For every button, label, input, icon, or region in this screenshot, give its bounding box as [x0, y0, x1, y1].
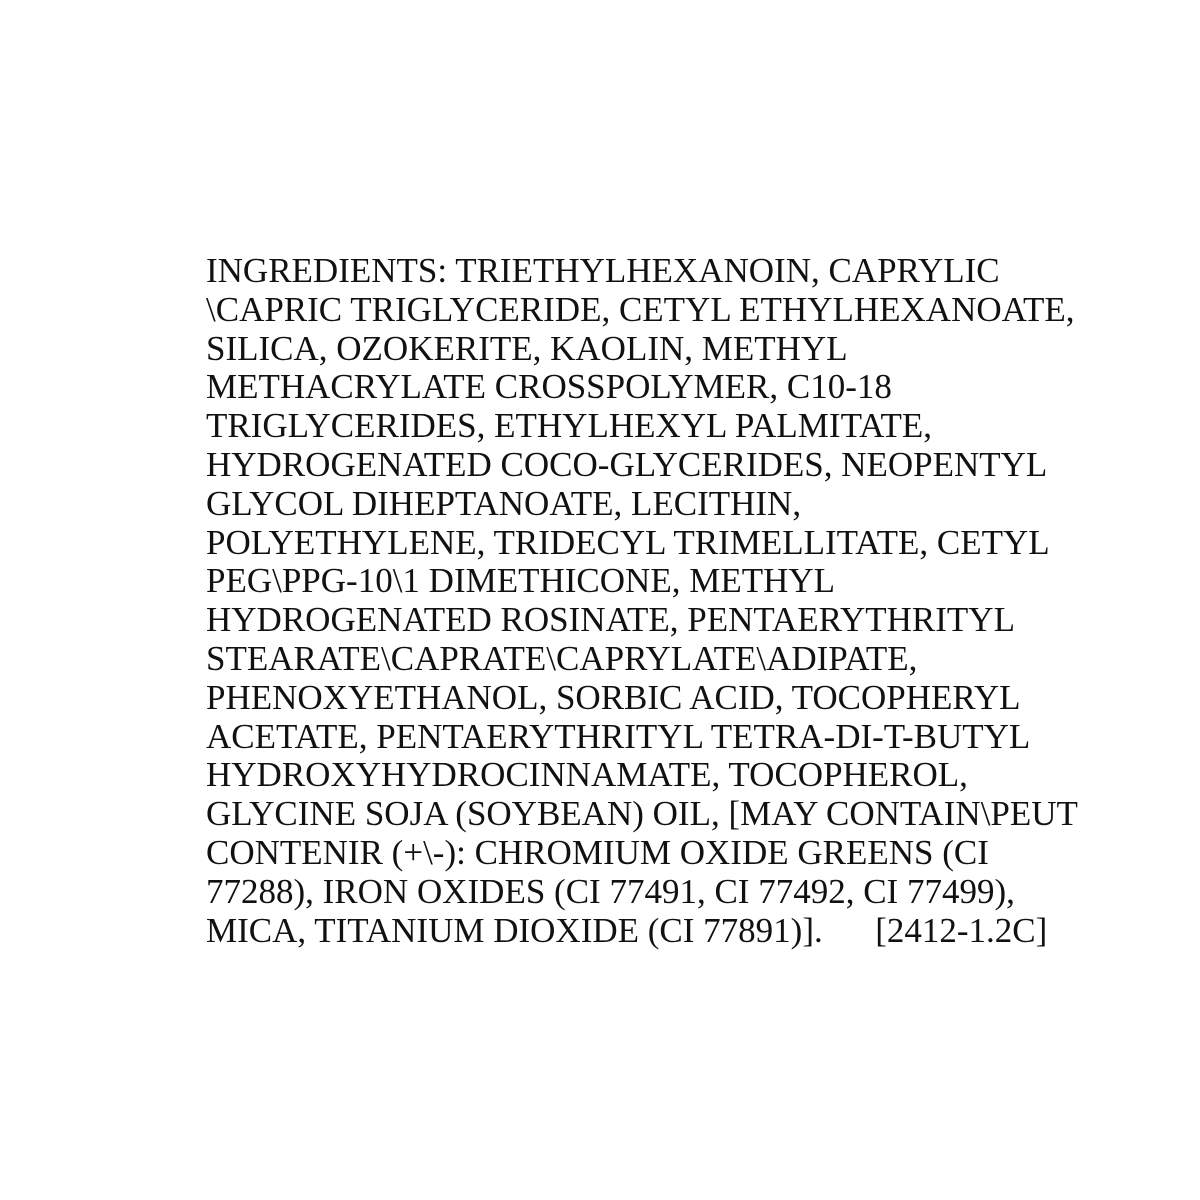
ingredients-line: \CAPRIC TRIGLYCERIDE, CETYL ETHYLHEXANOATE,: [206, 289, 1075, 329]
ingredients-line: CONTENIR (+\-): CHROMIUM OXIDE GREENS (CI: [206, 832, 989, 872]
ingredients-line: HYDROGENATED COCO-GLYCERIDES, NEOPENTYL: [206, 444, 1048, 484]
ingredients-line: STEARATE\CAPRATE\CAPRYLATE\ADIPATE,: [206, 638, 918, 678]
ingredients-line: 77288), IRON OXIDES (CI 77491, CI 77492, CI 77499),: [206, 871, 1015, 911]
ingredients-text-block: [206, 252, 1106, 950]
ingredients-line: INGREDIENTS: TRIETHYLHEXANOIN, CAPRYLIC: [206, 251, 1000, 290]
ingredients-line: TRIGLYCERIDES, ETHYLHEXYL PALMITATE,: [206, 406, 933, 446]
ingredients-line: SILICA, OZOKERITE, KAOLIN, METHYL: [206, 328, 848, 368]
ingredients-line: GLYCINE SOJA (SOYBEAN) OIL, [MAY CONTAIN\PEUT: [206, 794, 1078, 834]
ingredients-line: PHENOXYETHANOL, SORBIC ACID, TOCOPHERYL: [206, 677, 1021, 717]
ingredients-line: ACETATE, PENTAERYTHRITYL TETRA-DI-T-BUTYL: [206, 716, 1031, 756]
ingredients-line: POLYETHYLENE, TRIDECYL TRIMELLITATE, CETYL: [206, 522, 1050, 562]
ingredients-line: GLYCOL DIHEPTANOATE, LECITHIN,: [206, 483, 802, 523]
ingredients-line: MICA, TITANIUM DIOXIDE (CI 77891)]. [2412-1.2C]: [206, 910, 1048, 950]
ingredients-line: HYDROXYHYDROCINNAMATE, TOCOPHEROL,: [206, 755, 968, 795]
ingredients-line: PEG\PPG-10\1 DIMETHICONE, METHYL: [206, 561, 836, 601]
ingredients-line: HYDROGENATED ROSINATE, PENTAERYTHRITYL: [206, 600, 1015, 640]
ingredients-line: METHACRYLATE CROSSPOLYMER, C10-18: [206, 367, 892, 407]
